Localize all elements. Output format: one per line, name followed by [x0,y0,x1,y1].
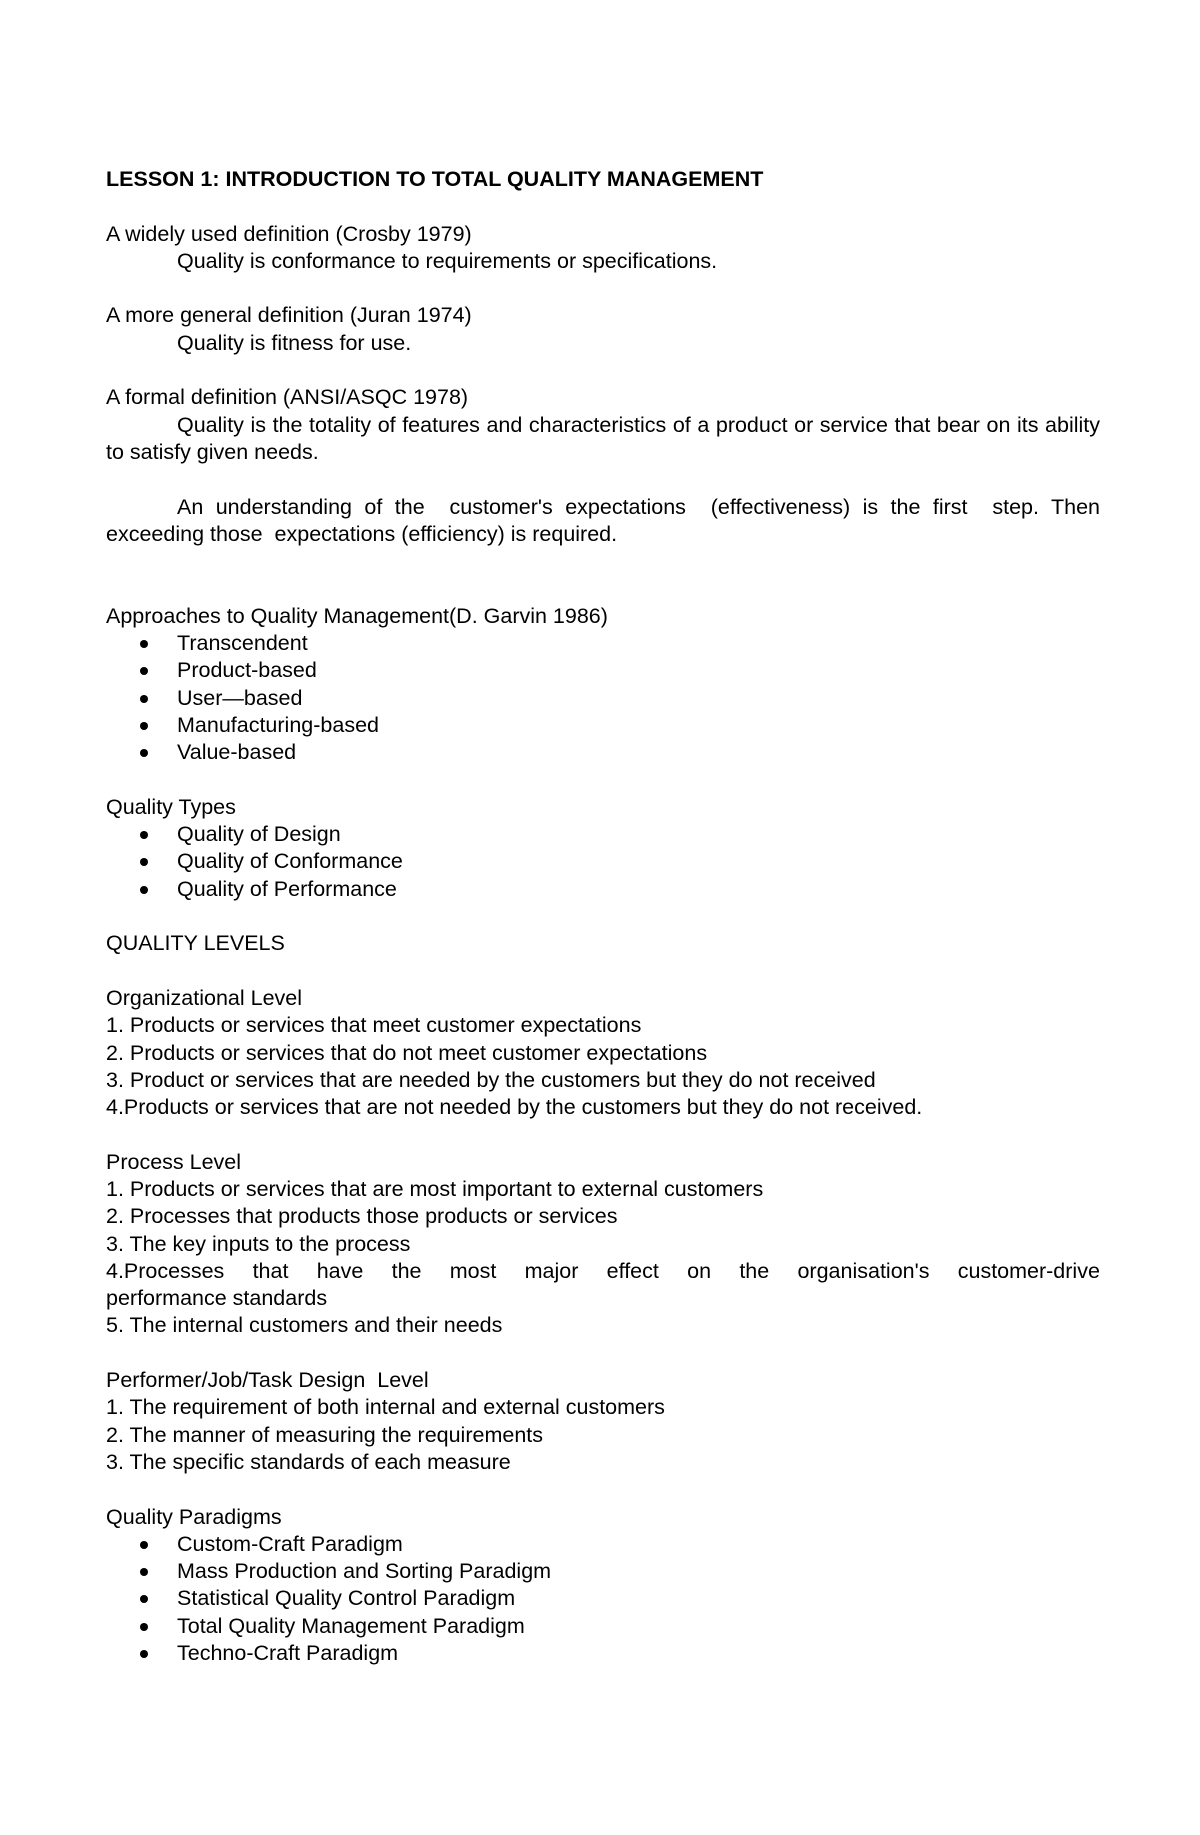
definition-heading: A widely used definition (Crosby 1979) [106,221,472,246]
word: most [449,1258,497,1283]
numbered-item: 2. Processes that products those products or services [106,1204,618,1229]
spacer [106,1476,1100,1503]
numbered-item: 1. Products or services that meet customer expectations [106,1013,642,1038]
quality-types-list [106,821,1100,903]
definition-body: Quality is conformance to requirements or specifications. [177,248,718,273]
numbered-item: 2. The manner of measuring the requirements [106,1422,544,1447]
definition-body: Quality is the totality of features and characteristics of a product or service that bear on its ability to satisfy given needs. [106,412,1106,464]
spacer [106,275,1100,302]
bullet-icon [140,1541,148,1549]
list-item-text: Mass Production and Sorting Paradigm [177,1559,552,1584]
spacer [106,903,1100,930]
list-item-text: Total Quality Management Paradigm [177,1613,525,1638]
bullet-icon [140,640,148,648]
numbered-item: 1. Products or services that are most important to external customers [106,1176,764,1201]
numbered-item-justified [106,1258,1100,1285]
bullet-icon [140,695,148,703]
list-item [106,1558,1100,1585]
approaches-heading: Approaches to Quality Management(D. Garvin 1986) [106,603,608,628]
numbered-item: 1. The requirement of both internal and external customers [106,1395,665,1420]
process-level-heading: Process Level [106,1149,242,1174]
bullet-icon [140,886,148,894]
list-item [106,876,1100,903]
list-item-text: Transcendent [177,631,308,656]
spacer [106,548,1100,603]
quality-levels-heading: QUALITY LEVELS [106,931,285,956]
list-item-text: Manufacturing-based [177,712,379,737]
bullet-icon [140,858,148,866]
word: the [739,1258,770,1283]
list-item [106,821,1100,848]
bullet-icon [140,1650,148,1658]
list-item [106,1531,1100,1558]
word: effect [606,1258,659,1283]
understanding-paragraph: An understanding of the customer's expectations (effectiveness) is the first step. Then exceeding those expectations (efficiency) is required. [106,494,1106,546]
list-item-text: User—based [177,685,303,710]
spacer [106,357,1100,384]
spacer [106,767,1100,794]
bullet-icon [140,722,148,730]
list-item [106,1640,1100,1667]
spacer [106,1121,1100,1148]
spacer [106,958,1100,985]
definition-body: Quality is fitness for use. [177,330,412,355]
bullet-icon [140,831,148,839]
numbered-item: 3. Product or services that are needed by the customers but they do not received [106,1067,876,1092]
word: major [524,1258,579,1283]
bullet-icon [140,1595,148,1603]
performer-level-heading: Performer/Job/Task Design Level [106,1368,429,1393]
numbered-item: 3. The key inputs to the process [106,1231,411,1256]
list-item [106,1585,1100,1612]
word: the [391,1258,422,1283]
word: on [687,1258,712,1283]
numbered-item: 5. The internal customers and their needs [106,1313,503,1338]
numbered-item: 3. The specific standards of each measure [106,1449,511,1474]
spacer [106,193,1100,220]
list-item-text: Quality of Design [177,822,341,847]
list-item [106,630,1100,657]
spacer [106,1340,1100,1367]
word: 4.Processes [106,1258,225,1283]
paradigms-heading: Quality Paradigms [106,1504,282,1529]
list-item-text: Quality of Performance [177,876,397,901]
list-item [106,712,1100,739]
definition-heading: A more general definition (Juran 1974) [106,303,472,328]
list-item [106,848,1100,875]
numbered-item: 2. Products or services that do not meet customer expectations [106,1040,708,1065]
word: have [316,1258,364,1283]
numbered-item: 4.Products or services that are not needed by the customers but they do not received. [106,1095,923,1120]
lesson-title: LESSON 1: INTRODUCTION TO TOTAL QUALITY MANAGEMENT [106,167,764,191]
paradigms-list [106,1531,1100,1667]
numbered-item-continuation: performance standards [106,1286,328,1311]
list-item-text: Value-based [177,740,297,765]
bullet-icon [140,667,148,675]
definition-heading: A formal definition (ANSI/ASQC 1978) [106,385,469,410]
approaches-list [106,630,1100,766]
list-item [106,1613,1100,1640]
list-item-text: Statistical Quality Control Paradigm [177,1586,516,1611]
spacer [106,466,1100,493]
list-item [106,739,1100,766]
list-item-text: Product-based [177,658,317,683]
list-item [106,685,1100,712]
quality-types-heading: Quality Types [106,794,236,819]
word: customer-drive [957,1258,1100,1283]
word: that [252,1258,289,1283]
bullet-icon [140,1568,148,1576]
list-item-text: Custom-Craft Paradigm [177,1531,403,1556]
list-item-text: Techno-Craft Paradigm [177,1641,399,1666]
bullet-icon [140,749,148,757]
word: organisation's [797,1258,930,1283]
list-item [106,657,1100,684]
list-item-text: Quality of Conformance [177,849,403,874]
document-page [106,166,1106,1667]
bullet-icon [140,1623,148,1631]
organizational-level-heading: Organizational Level [106,985,303,1010]
